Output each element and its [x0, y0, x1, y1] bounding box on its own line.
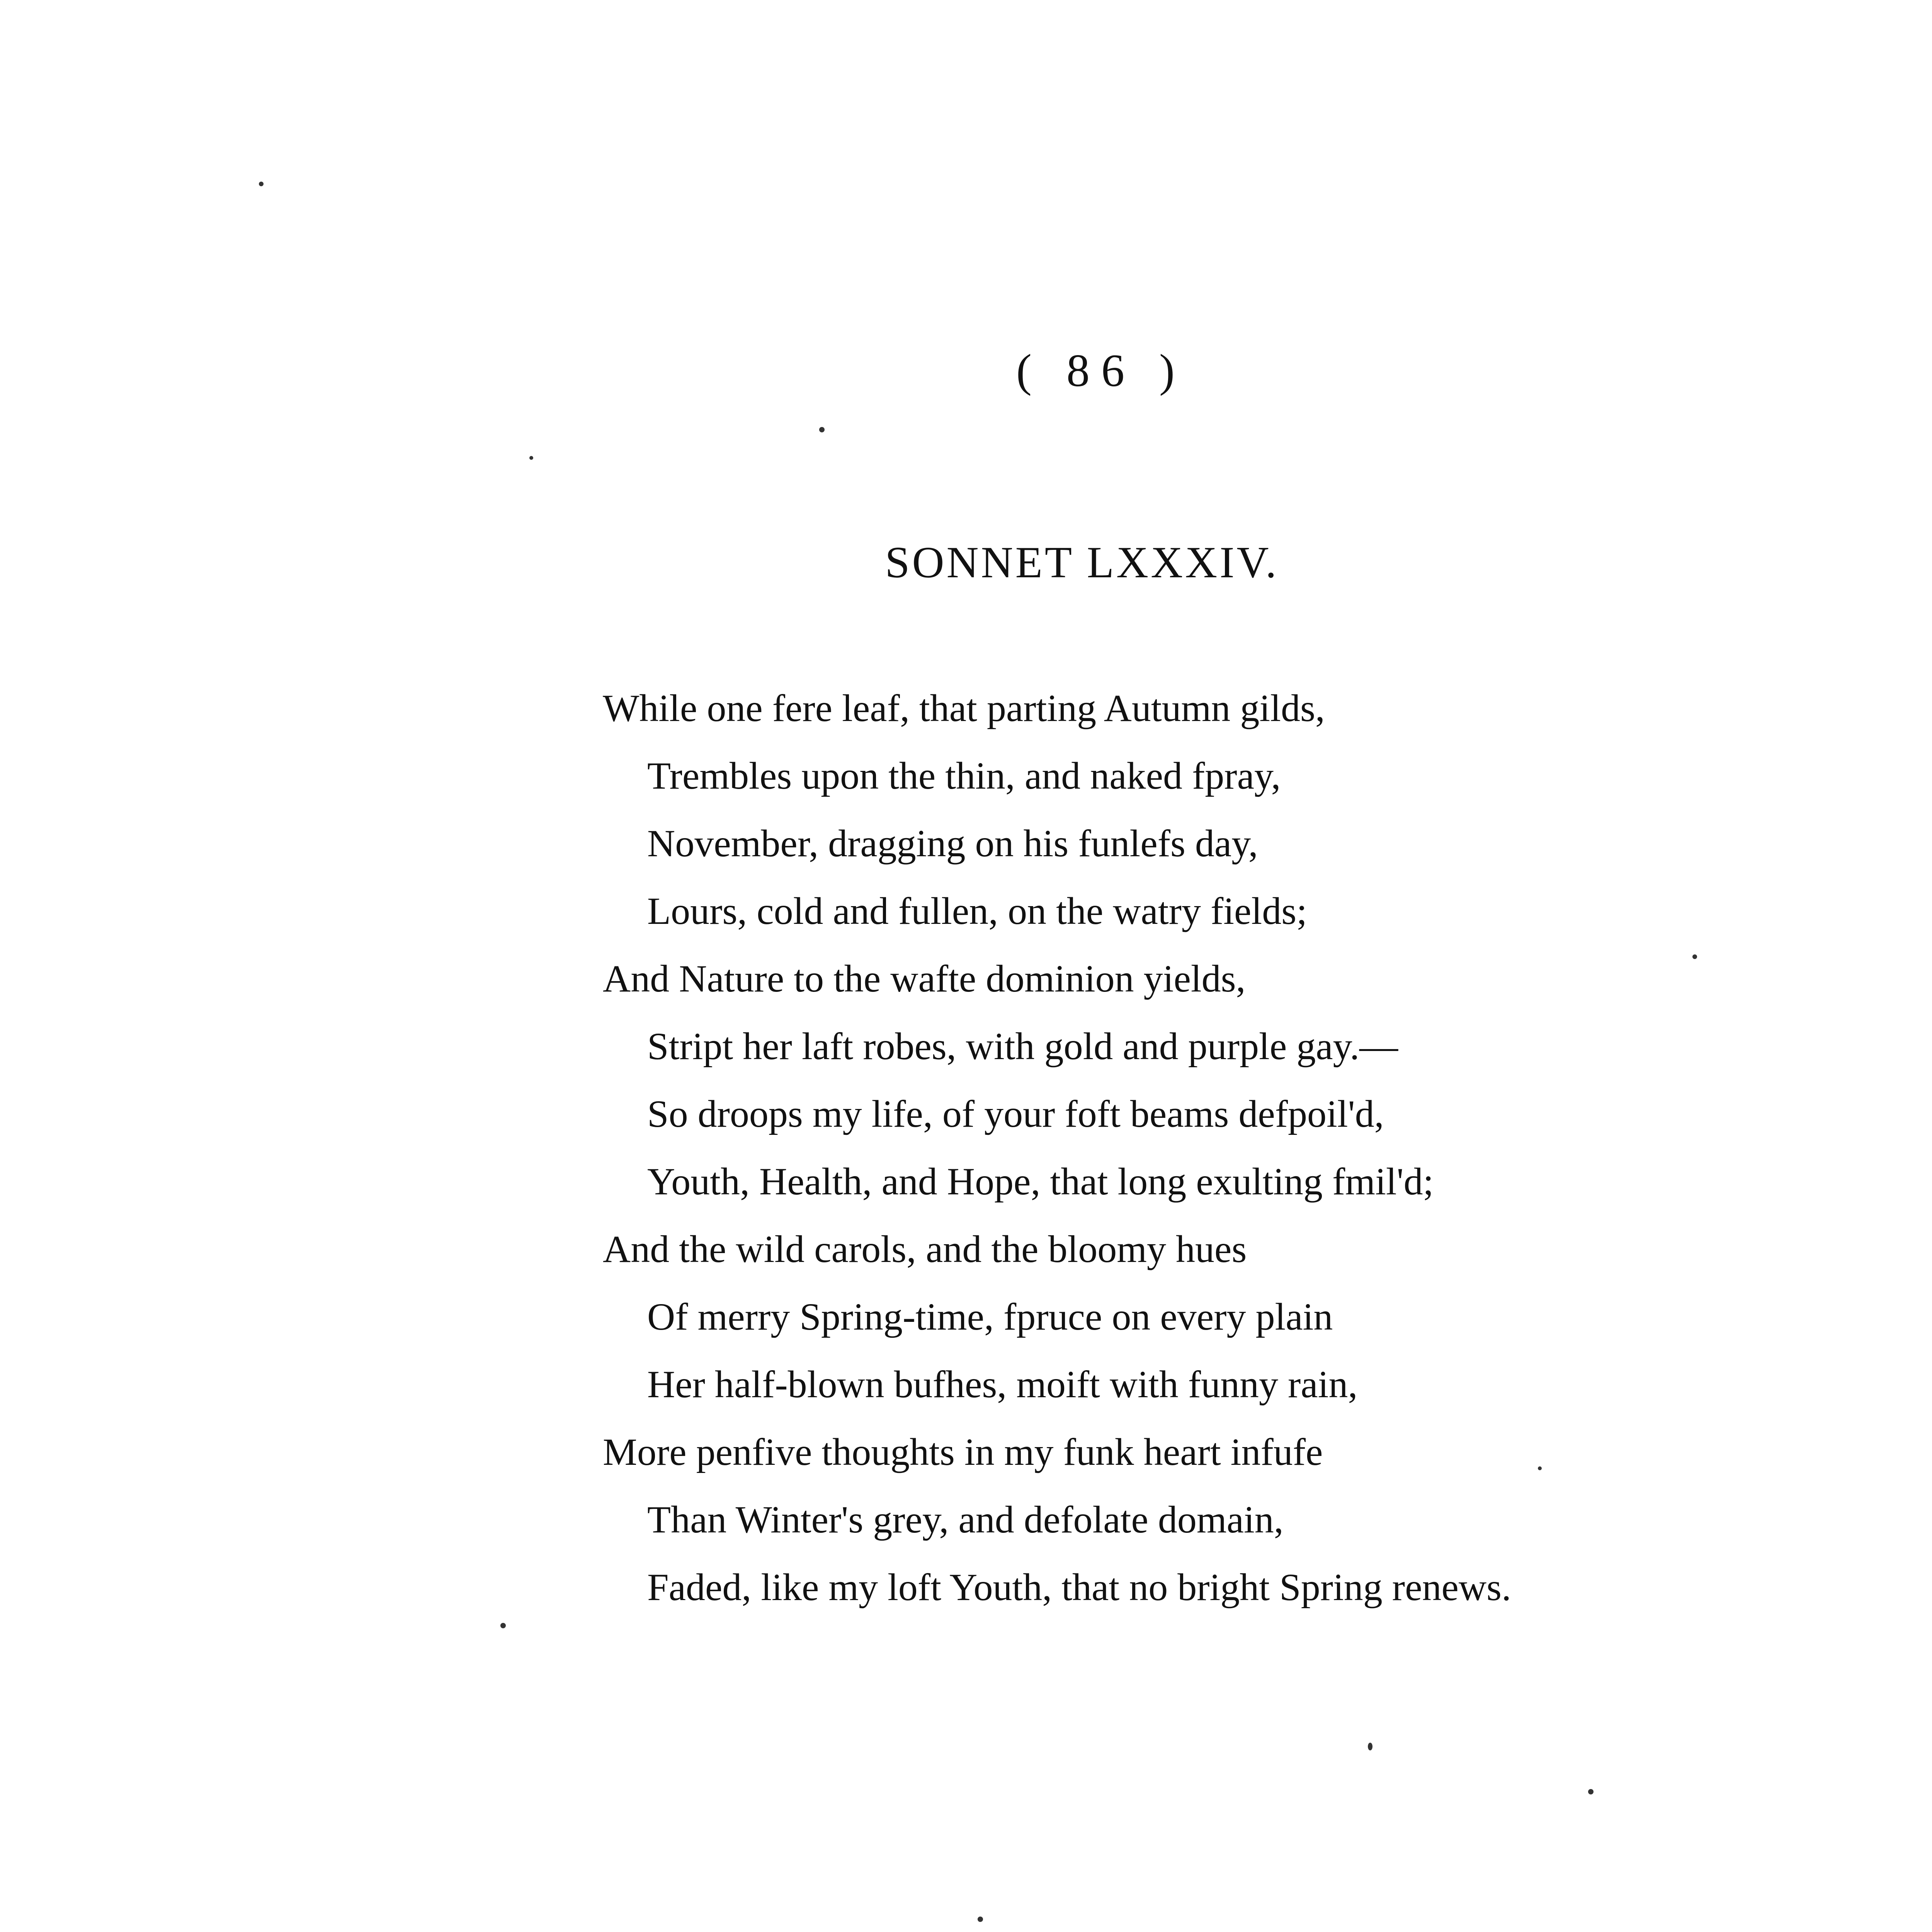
- poem-line: Lours, cold and fullen, on the watry fields;: [647, 889, 1307, 932]
- scan-speck: [529, 456, 533, 460]
- scan-speck: [1538, 1466, 1542, 1470]
- poem-line: More penfive thoughts in my funk heart infufe: [603, 1430, 1323, 1473]
- poem-line: Of merry Spring-time, fpruce on every plain: [647, 1295, 1333, 1338]
- poem-line: Stript her laft robes, with gold and purple gay.—: [647, 1025, 1398, 1068]
- scan-speck: [1692, 954, 1697, 959]
- scan-speck: [1368, 1743, 1372, 1750]
- scan-speck: [978, 1917, 983, 1922]
- poem-line: And the wild carols, and the bloomy hues: [603, 1228, 1247, 1270]
- scan-speck: [819, 427, 825, 432]
- poem-line: Faded, like my loft Youth, that no bright Spring renews.: [647, 1566, 1511, 1609]
- poem-title: SONNET LXXXIV.: [885, 538, 1279, 587]
- poem-line: Than Winter's grey, and defolate domain,: [647, 1498, 1284, 1541]
- page-number: ( 86 ): [1016, 345, 1186, 396]
- poem-line: While one fere leaf, that parting Autumn gilds,: [603, 687, 1325, 730]
- poem-line: Youth, Health, and Hope, that long exulting fmil'd;: [647, 1160, 1434, 1203]
- poem-line: November, dragging on his funlefs day,: [647, 822, 1258, 865]
- scan-speck: [1588, 1789, 1594, 1794]
- poem-line: So droops my life, of your foft beams defpoil'd,: [647, 1092, 1384, 1135]
- poem-line: Her half-blown bufhes, moift with funny rain,: [647, 1363, 1358, 1406]
- scan-speck: [500, 1623, 506, 1628]
- scan-speck: [259, 182, 264, 186]
- poem-line: And Nature to the wafte dominion yields,: [603, 957, 1246, 1000]
- poem-body: [603, 674, 1878, 1621]
- poem-line: Trembles upon the thin, and naked fpray,: [647, 754, 1281, 797]
